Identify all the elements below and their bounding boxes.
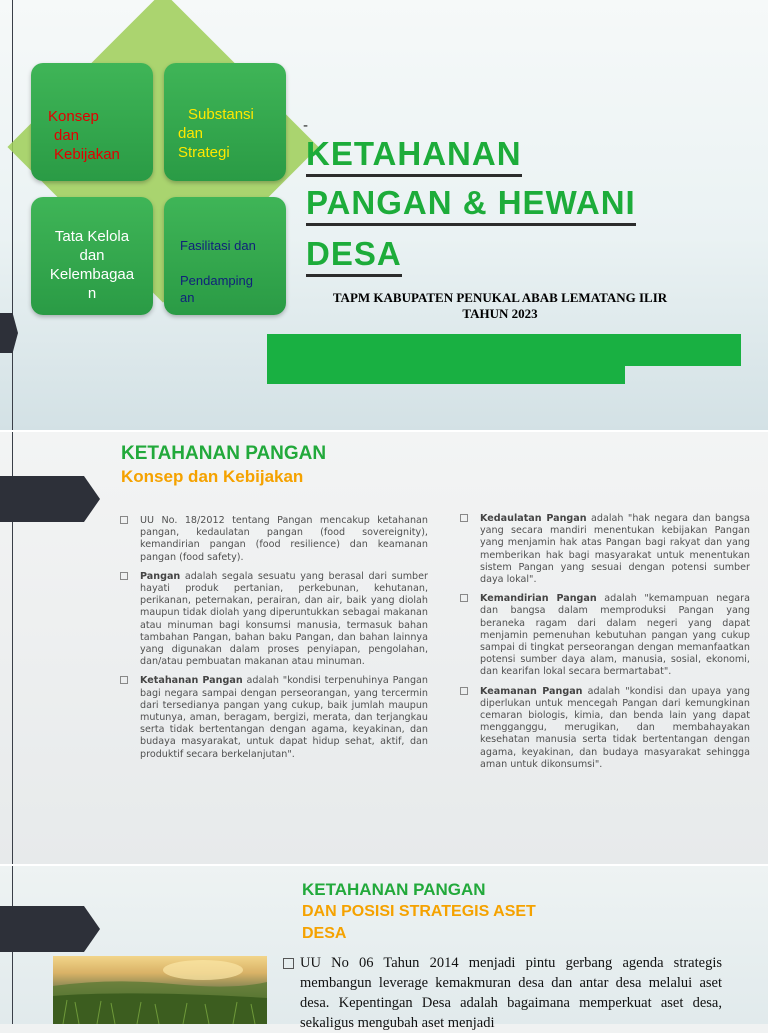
slide-heading: KETAHANAN PANGAN [121,443,327,464]
slide-subheading-line-1: DAN POSISI STRATEGIS ASET [302,903,536,920]
tile-line: an [180,290,195,305]
checkbox-icon [120,676,128,684]
tile-line: Kelembagaa [49,266,135,283]
slide-heading: KETAHANAN PANGAN [302,880,486,899]
tile-line: dan [79,247,105,264]
tile-line: Konsep [48,108,99,125]
checkbox-icon [120,516,128,524]
checkbox-icon [460,594,468,602]
slide-subheading-line-2: DESA [302,925,347,942]
checkbox-icon [460,514,468,522]
title-dash: - [303,118,309,134]
list-item: Ketahanan Pangan adalah "kondisi terpenuhinya Pangan bagi negara sampai dengan perseorangan, yang tercermin dari tersedianya pangan yang cukup, baik jumlah maupun mutunya, aman, beragam, bergizi, merata, dan terjangkau serta tidak bertentangan dengan agama, keyakinan, dan budaya masyarakat, untuk dapat hidup sehat, aktif, dan produktif secara berkelanjutan". [118,675,428,760]
checkbox-icon [460,687,468,695]
list-item: UU No. 18/2012 tentang Pangan mencakup ketahanan pangan, kedaulatan pangan (food sovereignity), kemandirian pangan (food resilience) dan keamanan pangan (food safety). [118,515,428,564]
green-band-top [267,334,741,366]
tile-line: Kebijakan [54,146,120,163]
slide-body: UU No 06 Tahun 2014 menjadi pintu gerbang agenda strategis membangun leverage kemakmuran desa dan antar desa melalui aset desa. Kepentingan Desa adalah bagaimana memperkuat aset desa, sekaligus mengubah aset menjadi [300,953,722,1033]
title-slide [0,0,768,430]
title-line-2: PANGAN & HEWANI [306,183,636,226]
tile-substansi-strategi[interactable] [164,63,286,181]
green-band-bottom [267,364,625,384]
tile-line: dan [54,127,80,144]
checkbox-icon [120,572,128,580]
tile-konsep-kebijakan[interactable] [31,63,153,181]
tile-fasilitasi-pendampingan[interactable] [164,197,286,315]
slide-arrow-marker [0,476,100,522]
subtitle-line-1: TAPM KABUPATEN PENUKAL ABAB LEMATANG ILIR [332,290,668,305]
list-item: Pangan adalah segala sesuatu yang berasal dari sumber hayati produk pertanian, perkebunan, kehutanan, perikanan, peternakan, perairan, dan air, baik yang diolah maupun tidak diolah yang diperuntukkan sebagai makanan atau minuman bagi konsumsi manusia, termasuk bahan tambahan Pangan, bahan baku Pangan, dan bahan lainnya yang digunakan dalam proses penyiapan, pengolahan, dan/atau pembuatan makanan atau minuman. [118,571,428,669]
rice-field-illustration [53,956,267,1024]
tile-line: n [87,285,97,302]
tile-line: dan [178,125,204,142]
list-item: Keamanan Pangan adalah "kondisi dan upaya yang diperlukan untuk mencegah Pangan dari kemungkinan cemaran biologis, kimia, dan benda lain yang dapat mengganggu, merugikan, dan membahayakan kesehatan manusia serta tidak bertentangan dengan agama, keyakinan, dan budaya masyarakat sehingga aman untuk dikonsumsi". [458,686,750,771]
right-column [458,513,750,778]
list-item: Kedaulatan Pangan adalah "hak negara dan bangsa yang secara mandiri menentukan kebijakan Pangan yang menjamin hak atas Pangan bagi rakyat dan yang memberikan hak bagi masyarakat untuk menentukan sistem Pangan yang sesuai dengan potensi sumber daya lokal". [458,513,750,586]
slide-arrow-marker [0,906,100,952]
title-line-1: KETAHANAN [306,134,522,177]
concept-slide [0,432,768,864]
tile-line: Fasilitasi dan [180,238,256,253]
checkbox-icon [283,958,294,969]
tile-line: Substansi [188,106,254,123]
tile-line: Pendamping [180,273,253,288]
tile-line: Strategi [178,144,230,161]
rice-field-photo [53,956,267,1024]
slide-edge-line [12,0,13,430]
title-line-3: DESA [306,234,402,277]
tile-tata-kelola-kelembagaan[interactable] [31,197,153,315]
tile-line: Tata Kelola [54,228,130,245]
list-item: Kemandirian Pangan adalah "kemampuan negara dan bangsa dalam memproduksi Pangan yang beraneka ragam dari dalam negeri yang dapat menjamin pemenuhan kebutuhan pangan yang cukup sampai di tingkat perseorangan dengan memanfaatkan potensi sumber daya alam, manusia, sosial, ekonomi, dan kearifan lokal secara bermartabat". [458,593,750,678]
slide-arrow-marker [0,313,18,353]
left-column [118,515,428,768]
subtitle-line-2: TAHUN 2023 [462,306,538,321]
slide-subheading: Konsep dan Kebijakan [121,467,304,486]
